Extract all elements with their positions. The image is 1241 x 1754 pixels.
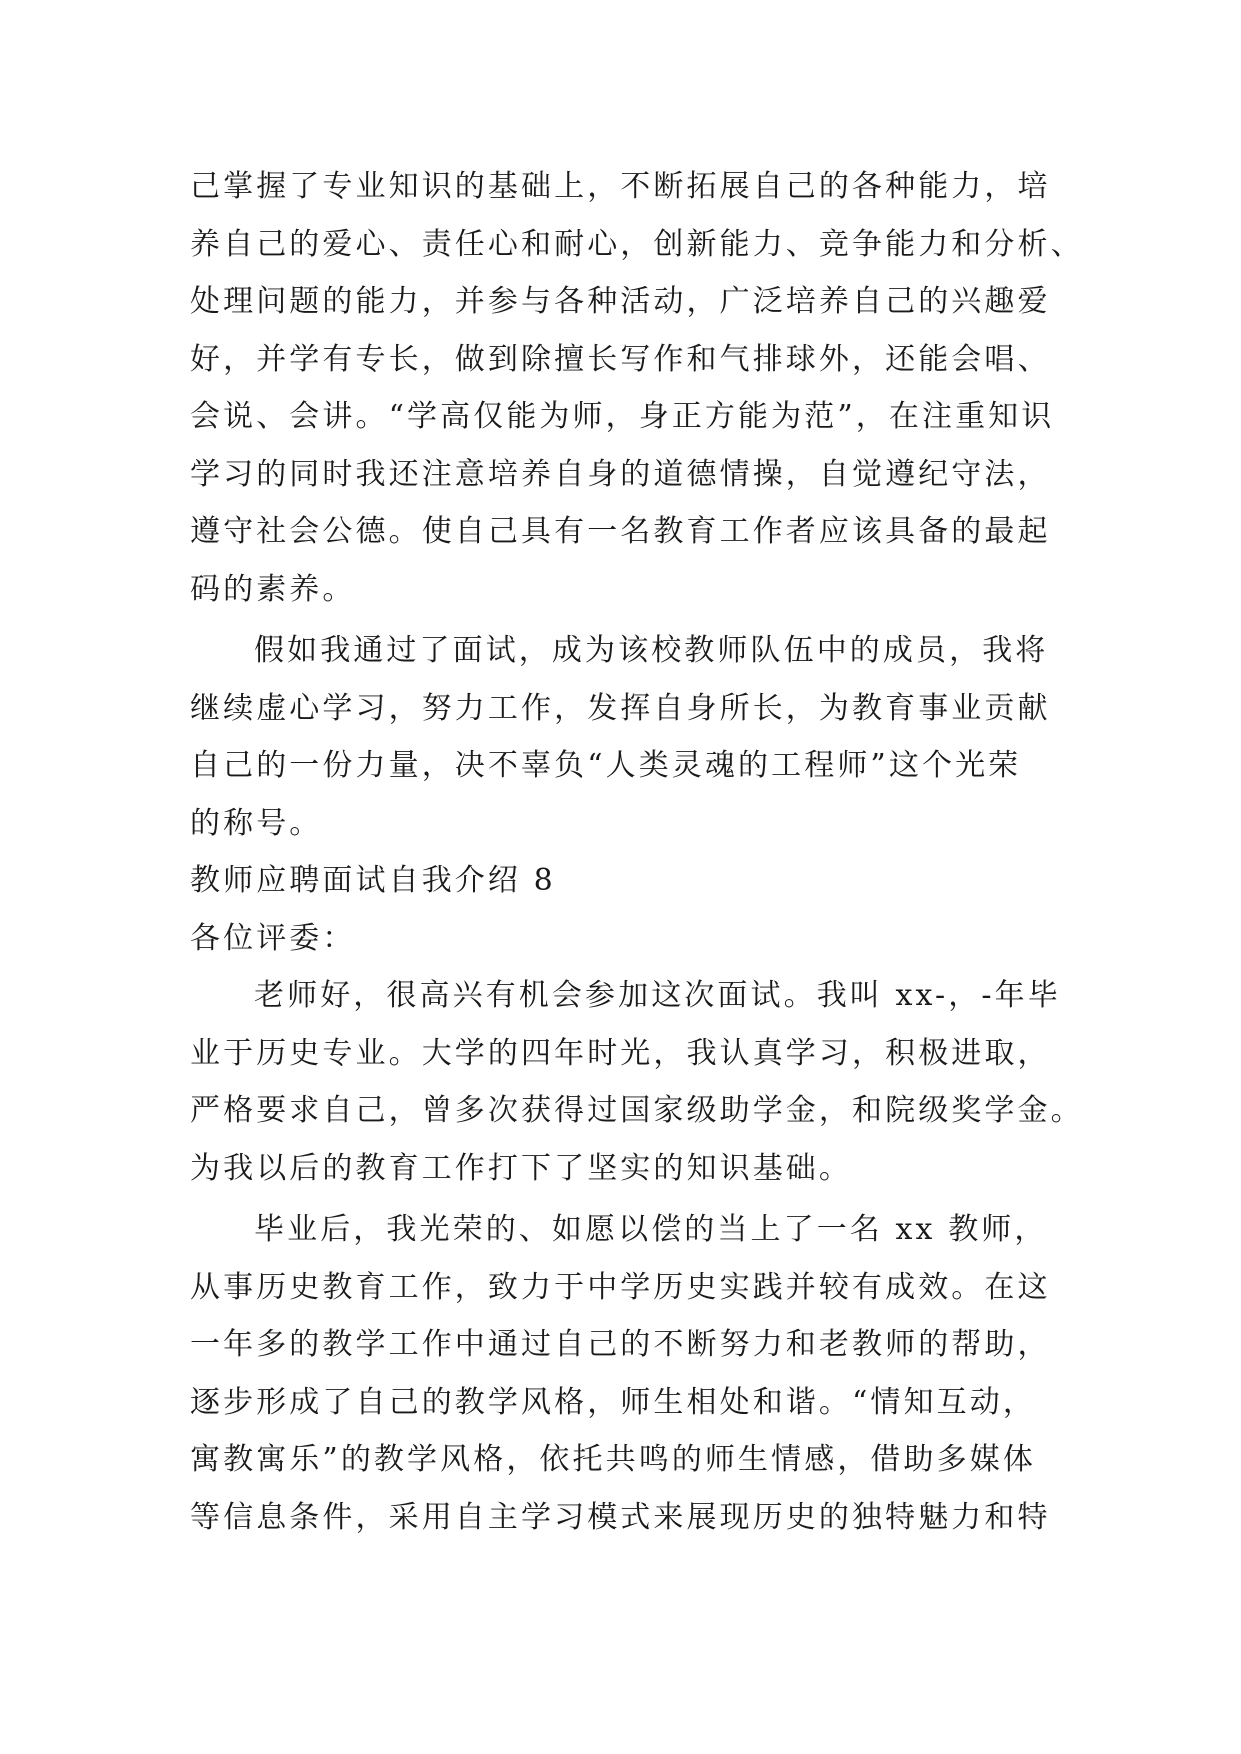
text-line: 寓教寓乐”的教学风格，依托共鸣的师生情感，借助多媒体 — [190, 1442, 1036, 1477]
text-line: 业于历史专业。大学的四年时光，我认真学习，积极进取， — [190, 1035, 1051, 1071]
text-line: 养自己的爱心、责任心和耐心，创新能力、竞争能力和分析、 — [190, 226, 1084, 262]
text-line: 老师好，很高兴有机会参加这次面试。我叫 xx-，-年毕 — [254, 978, 1061, 1013]
text-line: 假如我通过了面试，成为该校教师队伍中的成员，我将 — [254, 633, 1049, 668]
text-line: 等信息条件，采用自主学习模式来展现历史的独特魅力和特 — [190, 1499, 1051, 1535]
text-line: 遵守社会公德。使自己具有一名教育工作者应该具备的最起 — [190, 514, 1051, 549]
paragraph-4 — [190, 1201, 1060, 1546]
text-line: 会说、会讲。“学高仅能为师，身正方能为范”，在注重知识 — [190, 399, 1055, 434]
paragraph-3 — [190, 967, 1084, 1197]
text-line: 的称号。 — [190, 805, 323, 841]
text-line: 一年多的教学工作中通过自己的不断努力和老教师的帮助， — [190, 1327, 1051, 1362]
paragraph-2 — [190, 622, 1060, 852]
text-line: 严格要求自己，曾多次获得过国家级助学金，和院级奖学金。 — [190, 1093, 1084, 1128]
text-line: 毕业后，我光荣的、如愿以偿的当上了一名 xx 教师， — [254, 1212, 1048, 1247]
salutation: 各位评委： — [190, 920, 356, 956]
text-line: 为我以后的教育工作打下了坚实的知识基础。 — [190, 1150, 852, 1186]
text-line: 好，并学有专长，做到除擅长写作和气排球外，还能会唱、 — [190, 341, 1051, 377]
text-line: 处理问题的能力，并参与各种活动，广泛培养自己的兴趣爱 — [190, 284, 1051, 319]
text-line: 逐步形成了自己的教学风格，师生相处和谐。“情知互动， — [190, 1384, 1036, 1420]
text-line: 学习的同时我还注意培养自身的道德情操，自觉遵纪守法， — [190, 456, 1051, 492]
document-body — [190, 158, 1084, 1546]
text-line: 从事历史教育工作，致力于中学历史实践并较有成效。在这 — [190, 1269, 1051, 1305]
text-line: 自己的一份力量，决不辜负“人类灵魂的工程师”这个光荣 — [190, 748, 1022, 783]
paragraph-1 — [190, 158, 1084, 618]
text-line: 码的素养。 — [190, 571, 356, 607]
text-line: 继续虚心学习，努力工作，发挥自身所长，为教育事业贡献 — [190, 690, 1051, 726]
text-line: 己掌握了专业知识的基础上，不断拓展自己的各种能力，培 — [190, 169, 1051, 204]
section-title: 教师应聘面试自我介绍 8 — [190, 863, 556, 898]
